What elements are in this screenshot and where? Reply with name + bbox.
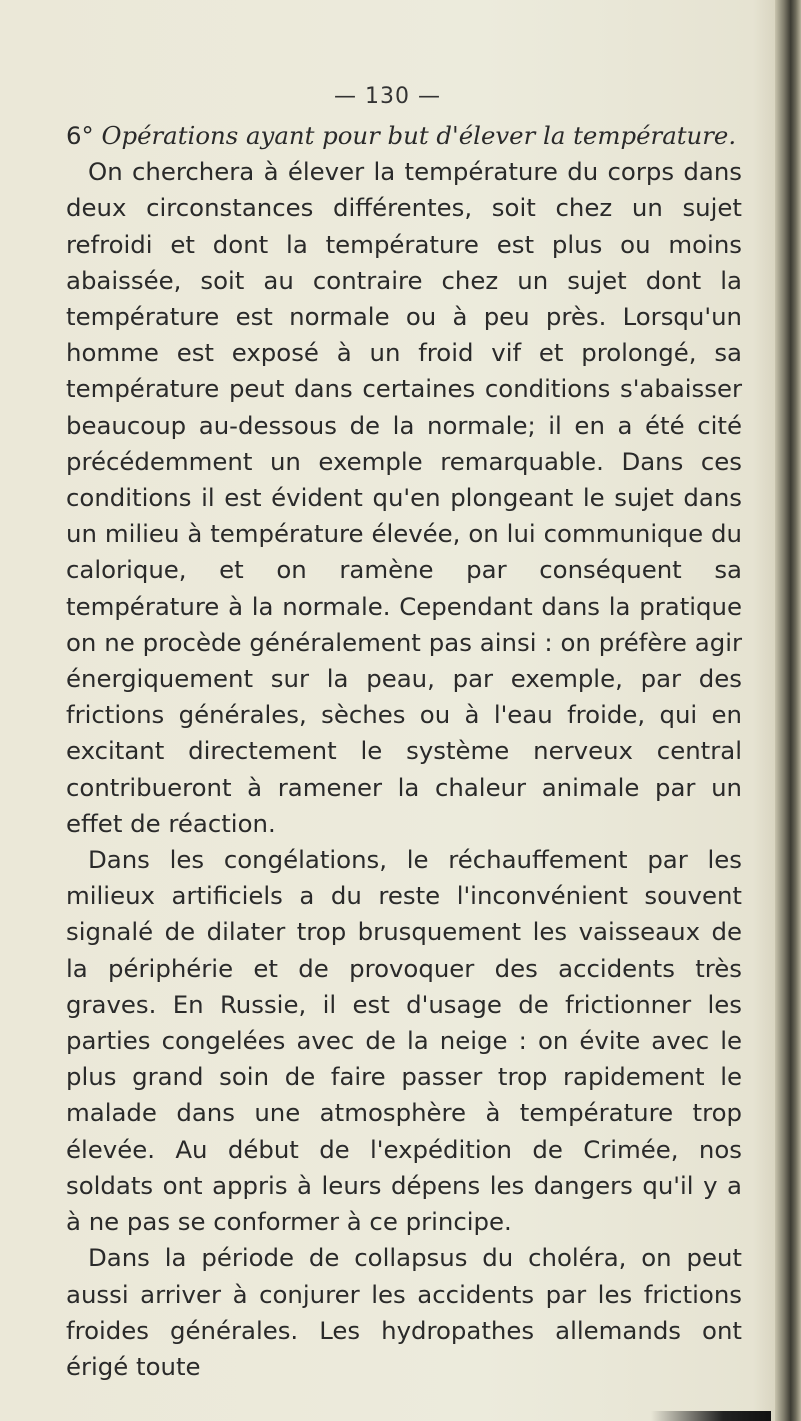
paragraph-3: Dans la période de collapsus du choléra, on peut aussi arriver à conjurer les accidents par les frictions froides générales. Les hydropathes allemands ont érigé toute xyxy=(66,1243,742,1381)
binding-shadow xyxy=(651,1411,771,1421)
section-number: 6° xyxy=(66,121,94,150)
book-spine-edge xyxy=(775,0,801,1421)
body-text xyxy=(66,118,742,1385)
paragraph-1: On cherchera à élever la température du corps dans deux circonstances différentes, soit chez un sujet refroidi et dont la température est plus ou moins abaissée, soit au contraire chez un sujet dont la température est normale ou à peu près. Lorsqu'un homme est exposé à un froid vif et prolongé, sa température peut dans certaines conditions s'abaisser beaucoup au-dessous de la normale; il en a été cité précédemment un exemple remarquable. Dans ces conditions il est évident qu'en plongeant le sujet dans un milieu à température élevée, on lui communique du calorique, et on ramène par conséquent sa température à la normale. Cependant dans la pratique on ne procède généralement pas ainsi : on préfère agir énergiquement sur la peau, par exemple, par des frictions générales, sèches ou à l'eau froide, qui en excitant directement le système nerveux central contribueront à ramener la chaleur animale par un effet de réaction. xyxy=(66,157,742,838)
section-title: Opérations ayant pour but d'élever la température. xyxy=(101,121,737,150)
section-heading xyxy=(66,118,742,154)
paragraph-2: Dans les congélations, le réchauffement par les milieux artificiels a du reste l'inconvénient souvent signalé de dilater trop brusquement les vaisseaux de la périphérie et de provoquer des accidents très graves. En Russie, il est d'usage de frictionner les parties congelées avec de la neige : on évite avec le plus grand soin de faire passer trop rapidement le malade dans une atmosphère à température trop élevée. Au début de l'expédition de Crimée, nos soldats ont appris à leurs dépens les dangers qu'il y a à ne pas se conformer à ce principe. xyxy=(66,845,742,1237)
page-number: — 130 — xyxy=(334,84,441,109)
